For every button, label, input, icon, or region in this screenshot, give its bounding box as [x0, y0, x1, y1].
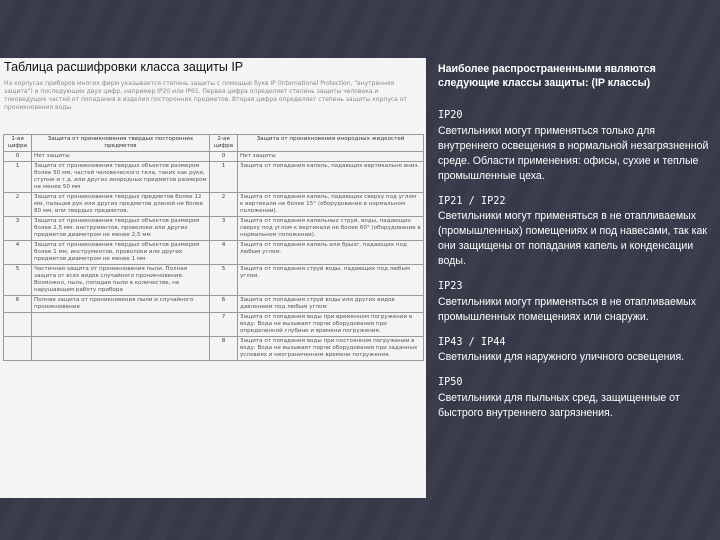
first-digit-cell: 2	[4, 193, 32, 217]
first-digit-cell	[4, 313, 32, 337]
second-digit-cell: 4	[210, 241, 238, 265]
first-digit-cell: 1	[4, 162, 32, 193]
table-row	[4, 152, 424, 162]
liquid-protection-cell: Защита от попадания капельных струй, воды, падающих сверху под углом к вертикали не более 60° (оборудование в нормальном положении).	[238, 217, 424, 241]
ip-class-code: IP21 / IP22	[438, 195, 506, 207]
ip-classification-table	[3, 134, 424, 361]
ip-class-code: IP23	[438, 281, 463, 292]
second-digit-cell: 5	[210, 265, 238, 296]
first-digit-cell: 4	[4, 241, 32, 265]
ip-table-document	[0, 58, 426, 498]
liquid-protection-cell: Защита от попадания капель, падающих вертикально вниз.	[238, 162, 424, 193]
table-row	[4, 241, 424, 265]
document-title-prefix: Таблица расшифровки класса защиты	[4, 60, 228, 74]
ip-class-section	[438, 280, 714, 325]
table-row	[4, 265, 424, 296]
first-digit-cell: 3	[4, 217, 32, 241]
liquid-protection-cell: Защита от попадания струй воды, падающих под любым углом.	[238, 265, 424, 296]
second-digit-cell: 6	[210, 296, 238, 313]
first-digit-cell	[4, 337, 32, 361]
ip-class-section	[438, 195, 714, 270]
liquid-protection-cell: Защита от попадания капель, падающих сверху под углом к вертикали не более 15° (оборудование в нормальном положении).	[238, 193, 424, 217]
table-row	[4, 296, 424, 313]
second-digit-cell: 8	[210, 337, 238, 361]
second-digit-cell: 2	[210, 193, 238, 217]
liquid-protection-cell: Нет защиты	[238, 152, 424, 162]
header-solid-protection: Защита от проникновения твердых посторонних предметов	[32, 135, 210, 152]
ip-class-code: IP43 / IP44	[438, 336, 506, 348]
second-digit-cell: 1	[210, 162, 238, 193]
liquid-protection-cell: Защита от попадания капель или брызг, падающих под любым углом.	[238, 241, 424, 265]
first-digit-cell: 6	[4, 296, 32, 313]
solid-protection-cell: Полная защита от проникновения пыли и случайного проникновения	[32, 296, 210, 313]
solid-protection-cell: Нет защиты	[32, 152, 210, 162]
table-row	[4, 337, 424, 361]
ip-class-section	[438, 336, 714, 366]
table-row	[4, 313, 424, 337]
table-row	[4, 193, 424, 217]
liquid-protection-cell: Защита от попадания струй воды или других видов давлением под любым углом	[238, 296, 424, 313]
document-intro: На корпусах приборов многих фирм указывается степень защиты с помощью букв IP (International Protection, "внутренняя защита") и последующих двух цифр, например IP20 или IP65. Первая цифра определяет степень защиты человека и токоведущих частей от попадания в изделия посторонних предметов. Вторая цифра определяет степень защиты корпуса от проникновения воды.	[4, 80, 407, 111]
solid-protection-cell: Защита от проникновения твердых предметов более 12 мм, пальцев рук или других предметов длиной не более 80 мм, или твердых предметов.	[32, 193, 210, 217]
document-title	[4, 60, 243, 74]
ip-class-code: IP20	[438, 110, 463, 121]
solid-protection-cell	[32, 337, 210, 361]
ip-classes-panel	[438, 62, 714, 432]
ip-class-description: Светильники могут применяться только для внутреннего освещения в нормальной незагрязненной среде. Области применения: офисы, сухие и теплые промышленные цеха.	[438, 124, 709, 182]
second-digit-cell: 7	[210, 313, 238, 337]
solid-protection-cell: Защита от проникновения твердых объектов размером более 50 мм, частей человеческого тела, таких как руки, ступни и т.д. или других инородных предметов размером не менее 50 мм	[32, 162, 210, 193]
liquid-protection-cell: Защита от попадания воды при постоянном погружении в воду. Вода не вызывает порчи оборудования при заданных условиях и неограниченном времени погружения.	[238, 337, 424, 361]
table-body	[4, 152, 424, 361]
solid-protection-cell	[32, 313, 210, 337]
first-digit-cell: 5	[4, 265, 32, 296]
solid-protection-cell: Частичная защита от проникновения пыли. Полная защита от всех видов случайного проникновения. Возможно, пыль, попадая пыли в количестве, не нарушающем работу прибора	[32, 265, 210, 296]
ip-class-description: Светильники для наружного уличного освещения.	[438, 351, 685, 363]
header-liquid-protection: Защита от проникновения инородных жидкостей	[238, 135, 424, 152]
panel-heading: Наиболее распространенными являются следующие классы защиты: (IP классы)	[438, 63, 656, 89]
solid-protection-cell: Защита от проникновения твердых объектов размером более 2,5 мм: инструментов, проволоки или других предметов диаметром не менее 2,5 мм	[32, 217, 210, 241]
second-digit-cell: 0	[210, 152, 238, 162]
liquid-protection-cell: Защита от попадания воды при временном погружении в воду. Вода не вызывает порчи оборудования при определенной глубине и времени погружения.	[238, 313, 424, 337]
ip-class-section	[438, 109, 714, 184]
ip-class-description: Светильники могут применяться в не отапливаемых промышленных помещениях или снаружи.	[438, 295, 697, 323]
ip-class-description: Светильники для пыльных сред, защищенные от быстрого внутреннего загрязнения.	[438, 391, 680, 419]
first-digit-cell: 0	[4, 152, 32, 162]
solid-protection-cell: Защита от проникновения твердых объектов размером более 1 мм, инструментов, проволоки или других предметов диаметром не менее 1 мм	[32, 241, 210, 265]
second-digit-cell: 3	[210, 217, 238, 241]
header-first-digit: 1-ая цифра	[4, 135, 32, 152]
table-header-row	[4, 135, 424, 152]
ip-class-description: Светильники могут применяться в не отапливаемых (промышленных) помещениях и под навесами, так как они защищены от попадания капель и конденсации воды.	[438, 210, 708, 267]
header-second-digit: 2-ая цифра	[210, 135, 238, 152]
table-row	[4, 162, 424, 193]
ip-class-code: IP50	[438, 377, 463, 388]
table-row	[4, 217, 424, 241]
panel-sections	[438, 109, 714, 421]
ip-class-section	[438, 376, 714, 421]
document-title-code: IP	[231, 60, 244, 74]
